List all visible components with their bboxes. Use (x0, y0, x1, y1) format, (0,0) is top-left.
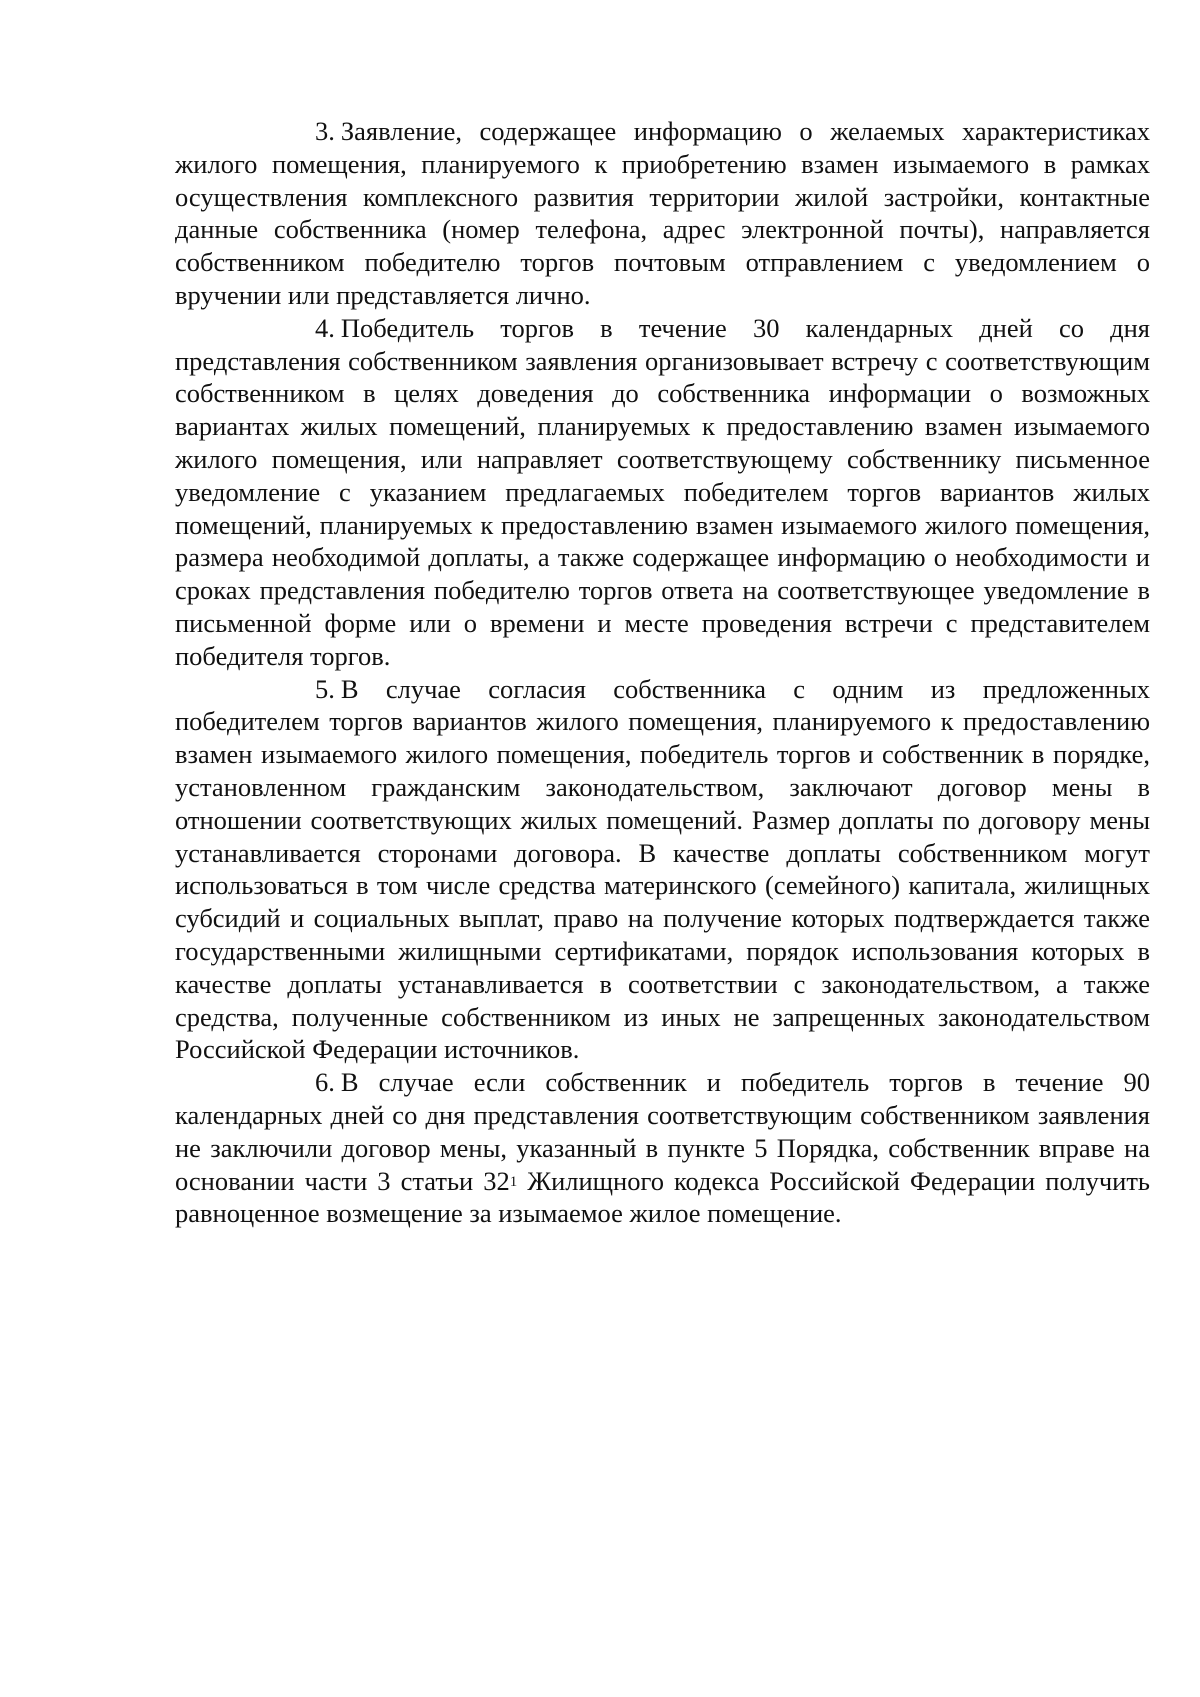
paragraph-6 (175, 1066, 1150, 1230)
paragraph-text: В случае согласия собственника с одним из предложенных победителем торгов вариантов жилого помещения, планируемого к предоставлению взамен изымаемого жилого помещения, победитель торгов и собственник в порядке, установленном гражданским законодательством, заключают договор мены в отношении соответствующих жилых помещений. Размер доплаты по договору мены устанавливается сторонами договора. В качестве доплаты собственником могут использоваться в том числе средства материнского (семейного) капитала, жилищных субсидий и социальных выплат, право на получение которых подтверждается также государственными жилищными сертификатами, порядок использования которых в качестве доплаты устанавливается в соответствии с законодательством, а также средства, полученные собственником из иных не запрещенных законодательством Российской Федерации источников. (175, 673, 1150, 1065)
paragraph-number: 6. (315, 1067, 335, 1098)
paragraph-number: 5. (315, 673, 335, 704)
paragraph-text: Победитель торгов в течение 30 календарных дней со дня представления собственником заявления организовывает встречу с соответствующим собственником в целях доведения до собственника информации о возможных вариантах жилых помещений, планируемых к предоставлению взамен изымаемого жилого помещения, или направляет соответствующему собственнику письменное уведомление с указанием предлагаемых победителем торгов вариантов жилых помещений, планируемых к предоставлению взамен изымаемого жилого помещения, размера необходимой доплаты, а также содержащее информацию о необходимости и сроках представления победителю торгов ответа на соответствующее уведомление в письменной форме или о времени и месте проведения встречи с представителем победителя торгов. (175, 312, 1150, 671)
paragraph-text-before: В случае если собственник и победитель торгов в течение 90 календарных дней со дня представления соответствующим собственником заявления не заключили договор мены, указанный в пункте 5 Порядка, собственник вправе на основании части 3 статьи 32 (175, 1067, 1150, 1196)
paragraph-3 (175, 115, 1150, 312)
paragraph-text-after: Жилищного кодекса Российской Федерации получить равноценное возмещение за изымаемое жилое помещение. (175, 1165, 1150, 1229)
document-body (175, 115, 1150, 1230)
paragraph-4 (175, 312, 1150, 673)
paragraph-text: Заявление, содержащее информацию о желаемых характеристиках жилого помещения, планируемого к приобретению взамен изымаемого в рамках осуществления комплексного развития территории жилой застройки, контактные данные собственника (номер телефона, адрес электронной почты), направляется собственником победителю торгов почтовым отправлением с уведомлением о вручении или представляется лично. (175, 116, 1150, 310)
paragraph-5 (175, 673, 1150, 1067)
article-superscript: 1 (509, 1173, 518, 1190)
paragraph-number: 4. (315, 312, 335, 343)
paragraph-number: 3. (315, 116, 335, 146)
